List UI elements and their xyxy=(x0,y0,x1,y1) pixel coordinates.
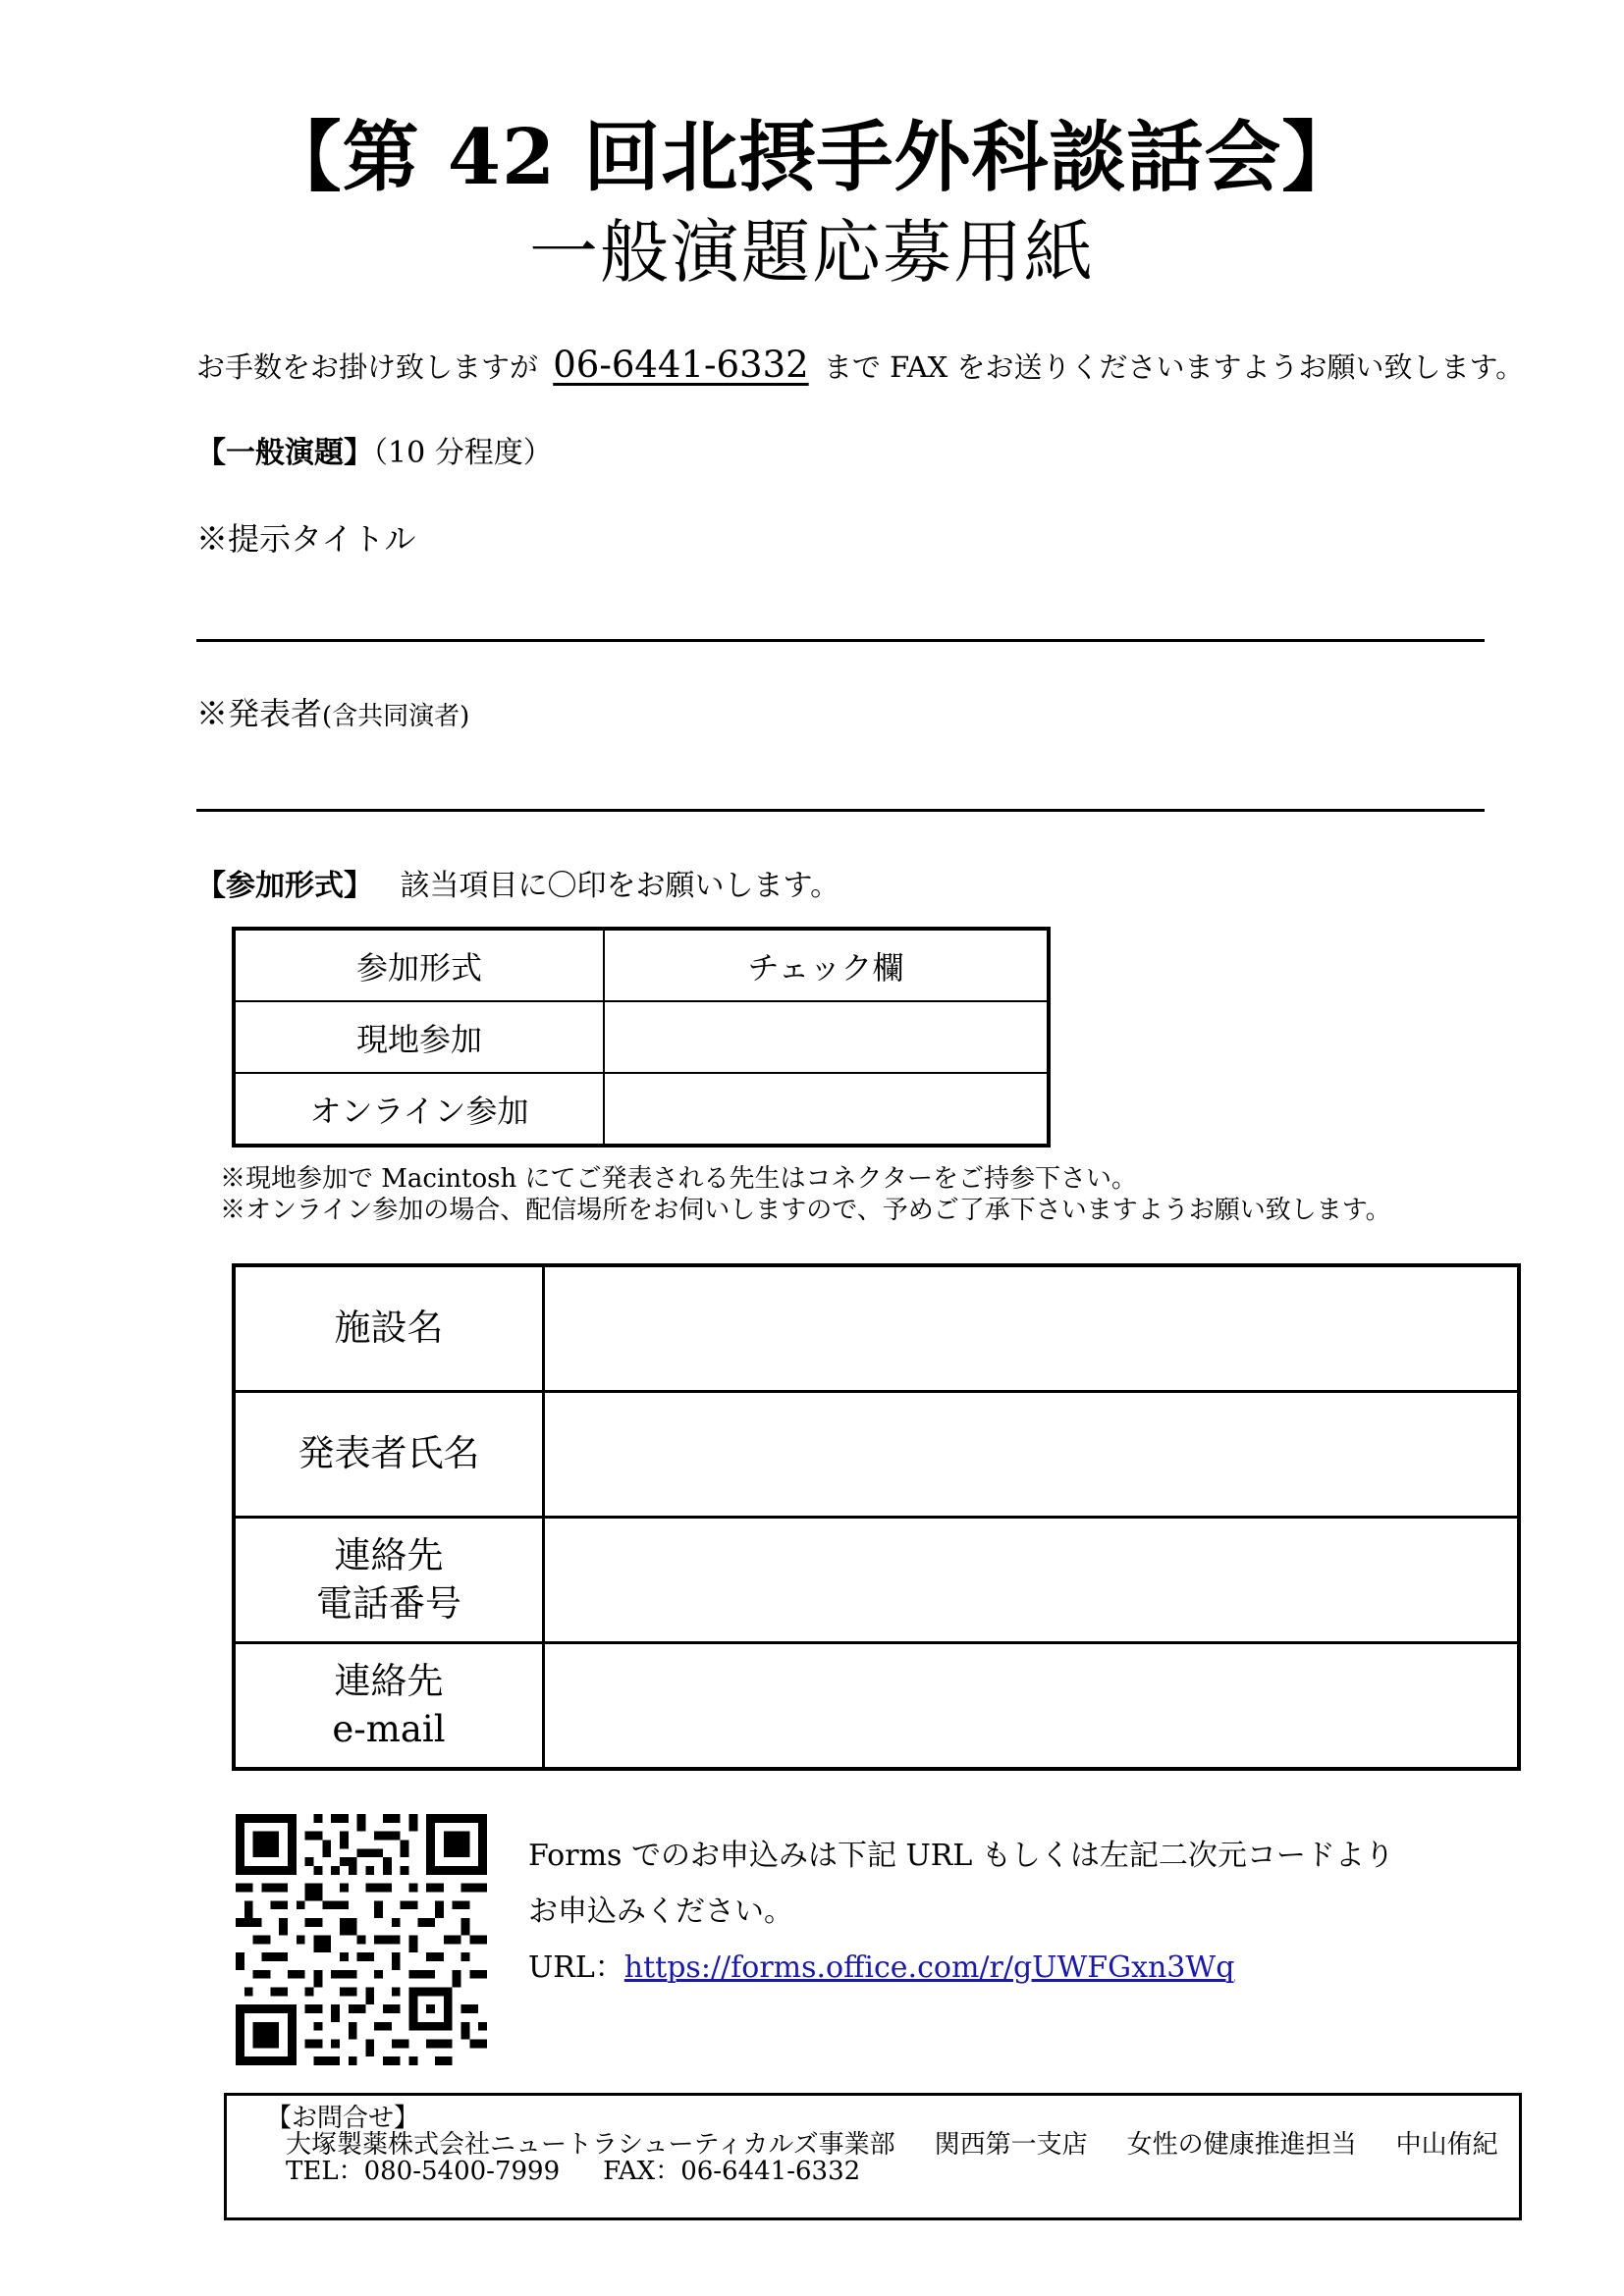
contact-organization xyxy=(266,2132,1519,2159)
participation-note-online: ※オンライン参加の場合、配信場所をお伺いしますので、予めご了承下さいますようお願い致します。 xyxy=(220,1196,1391,1225)
presenter-name-label xyxy=(234,1392,544,1518)
presentation-title-label: ※提示タイトル xyxy=(196,520,416,558)
contact-box xyxy=(224,2093,1522,2220)
forms-info xyxy=(528,1828,1394,1996)
presenter-label xyxy=(196,689,469,734)
presenter-label-sub: (含共同演者) xyxy=(322,702,470,731)
contact-role: 女性の健康推進担当 xyxy=(1126,2130,1357,2160)
participation-header-check: チェック欄 xyxy=(604,929,1049,1001)
phone-label xyxy=(234,1518,544,1643)
general-topic-duration: （10 分程度） xyxy=(373,436,553,470)
phone-label-line2: 電話番号 xyxy=(316,1581,461,1625)
participation-row-online xyxy=(234,1073,1049,1146)
email-label xyxy=(234,1643,544,1770)
form-row-phone xyxy=(234,1518,1519,1643)
fax-instruction xyxy=(196,344,1524,386)
facility-label-text: 施設名 xyxy=(334,1307,444,1350)
fax-number: 06-6441-6332 xyxy=(553,344,809,386)
facility-field[interactable] xyxy=(544,1265,1520,1392)
contact-branch: 関西第一支店 xyxy=(934,2130,1088,2160)
participation-note-onsite: ※現地参加で Macintosh にてご発表される先生はコネクターをご持参下さい。 xyxy=(220,1164,1137,1194)
fax-instruction-before: お手数をお掛け致しますが xyxy=(196,350,539,384)
forms-info-line2: お申込みください。 xyxy=(528,1895,793,1929)
contact-fax: FAX：06-6441-6332 xyxy=(603,2157,861,2186)
document-subtitle: 一般演題応募用紙 xyxy=(529,212,1095,293)
participation-header-type: 参加形式 xyxy=(234,929,604,1001)
email-label-line1: 連絡先 xyxy=(334,1660,444,1703)
contact-heading: 【お問合せ】 xyxy=(266,2104,420,2133)
participation-type-online: オンライン参加 xyxy=(234,1073,604,1146)
phone-label-line1: 連絡先 xyxy=(334,1534,444,1577)
participation-type-onsite: 現地参加 xyxy=(234,1001,604,1073)
participation-label: 【参加形式】 xyxy=(196,869,373,903)
forms-url-label: URL： xyxy=(528,1950,624,1985)
contact-numbers xyxy=(266,2159,1519,2185)
contact-company: 大塚製薬株式会社ニュートラシューティカルズ事業部 xyxy=(286,2130,895,2160)
participation-table xyxy=(232,927,1051,1148)
general-topic-label: 【一般演題】 xyxy=(196,436,373,470)
contact-tel: TEL：080-5400-7999 xyxy=(286,2157,561,2186)
participation-instruction: 該当項目に〇印をお願いします。 xyxy=(400,869,840,903)
participation-heading xyxy=(196,861,839,904)
document-title: 【第 42 回北摂手外科談話会】 xyxy=(264,113,1360,202)
general-topic-heading xyxy=(196,428,553,471)
participation-row-onsite xyxy=(234,1001,1049,1073)
email-label-line2: e-mail xyxy=(332,1707,446,1750)
qr-code-icon[interactable] xyxy=(236,1814,487,2065)
presenter-label-text: ※発表者 xyxy=(196,695,323,732)
applicant-form-table xyxy=(232,1263,1521,1771)
contact-person: 中山侑紀 xyxy=(1395,2130,1498,2160)
form-row-facility xyxy=(234,1265,1519,1392)
presenter-name-field[interactable] xyxy=(544,1392,1520,1518)
participation-check-onsite[interactable] xyxy=(604,1001,1049,1073)
fax-instruction-after: まで FAX をお送りくださいますようお願い致します。 xyxy=(823,350,1525,384)
phone-field[interactable] xyxy=(544,1518,1520,1643)
presenter-field[interactable] xyxy=(196,809,1485,812)
form-row-presenter-name xyxy=(234,1392,1519,1518)
participation-check-online[interactable] xyxy=(604,1073,1049,1146)
participation-header-row xyxy=(234,929,1049,1001)
facility-label xyxy=(234,1265,544,1392)
presenter-name-label-text: 発表者氏名 xyxy=(298,1432,480,1475)
forms-url-row xyxy=(528,1940,1394,1996)
form-row-email xyxy=(234,1643,1519,1770)
presentation-title-field[interactable] xyxy=(196,639,1485,642)
forms-url-link[interactable]: https://forms.office.com/r/gUWFGxn3Wq xyxy=(623,1950,1235,1985)
email-field[interactable] xyxy=(544,1643,1520,1770)
forms-info-line1: Forms でのお申込みは下記 URL もしくは左記二次元コードより xyxy=(528,1839,1394,1873)
